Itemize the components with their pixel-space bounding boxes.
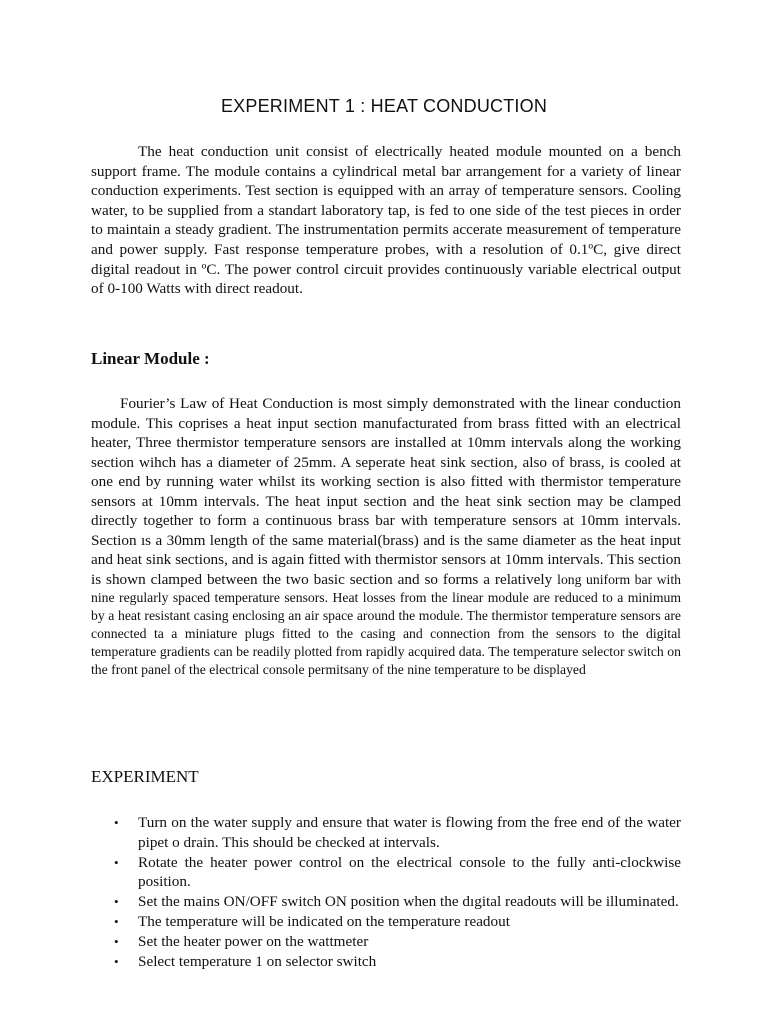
list-item	[91, 853, 681, 893]
step-text: Select temperature 1 on selector switch	[138, 952, 377, 970]
list-item	[91, 813, 681, 853]
intro-paragraph: The heat conduction unit consist of electrically heated module mounted on a bench support frame. The module contains a cylindrical metal bar arrangement for a variety of linear conduction experiments. Test section is equipped with an array of temperature sensors. Cooling water, to be supplied from a standart laboratory tap, is fed to one side of the test pieces in order to maintain a steady gradient. The instrumentation permits accerate measurement of temperature and power supply. Fast response temperature probes, with a resolution of 0.1ºC, give direct digital readout in ºC. The power control circuit provides continuously variable electrical output of 0-100 Watts with direct readout.	[91, 143, 681, 298]
step-text: Turn on the water supply and ensure that water is flowing from the free end of the water pipet o drain. This should be checked at intervals.	[138, 814, 681, 851]
experiment-heading: EXPERIMENT	[91, 767, 199, 786]
linear-module-paragraph	[91, 394, 681, 679]
bullet-icon: •	[114, 933, 119, 949]
bullet-icon: •	[114, 854, 119, 870]
step-text: The temperature will be indicated on the temperature readout	[138, 912, 510, 930]
linear-module-text-part-2: long uniform bar with nine regularly spaced temperature sensors. Heat losses from the linear module are reduced to a minimum by a heat resistant casing enclosing an air space around the module. The thermistor temperature sensors are connected ta a miniature plugs fitted to the casing and connection from the sensors to the digital temperature gradients can be readily plotted from rapidly acquired data. The temperature selector switch on the front panel of the electrical console permitsany of the nine temperature to be displayed	[91, 571, 681, 677]
bullet-icon: •	[114, 953, 119, 969]
step-text: Rotate the heater power control on the electrical console to the fully anti-clockwise position.	[138, 853, 681, 891]
list-item	[91, 952, 681, 972]
bullet-icon: •	[114, 815, 119, 830]
linear-module-text-part-1: Fourier’s Law of Heat Conduction is most simply demonstrated with the linear conduction module. This coprises a heat input section manufacturated from brass fitted with an electrical heater, Three thermistor temperature sensors are installed at 10mm intervals along the working section wihch has a diameter of 25mm. A seperate heat sink section, also of brass, is cooled at one end by running water whilst its working section is also fitted with thermistor temperature sensors at 10mm intervals. The heat input section and the heat sink section may be clamped directly together to form a continuous brass bar with temperature sensors at 10mm intervals. Section ıs a 30mm length of the same material(brass) and is the same diameter as the heat input and heat sink sections, and is again fitted with thermistor sensors at 10mm intervals. This section is shown clamped between the two basic section and so forms a relatively	[91, 395, 681, 588]
list-item	[91, 932, 681, 952]
step-text: Set the mains ON/OFF switch ON position when the dıgital readouts will be illuminated.	[138, 893, 679, 911]
page-title: EXPERIMENT 1 : HEAT CONDUCTION	[220, 96, 548, 116]
experiment-steps-list	[91, 813, 681, 971]
linear-module-heading: Linear Module :	[91, 349, 210, 368]
bullet-icon: •	[114, 894, 119, 910]
list-item	[91, 912, 681, 932]
bullet-icon: •	[114, 913, 119, 929]
list-item	[91, 892, 681, 912]
step-text: Set the heater power on the wattmeter	[138, 932, 369, 950]
